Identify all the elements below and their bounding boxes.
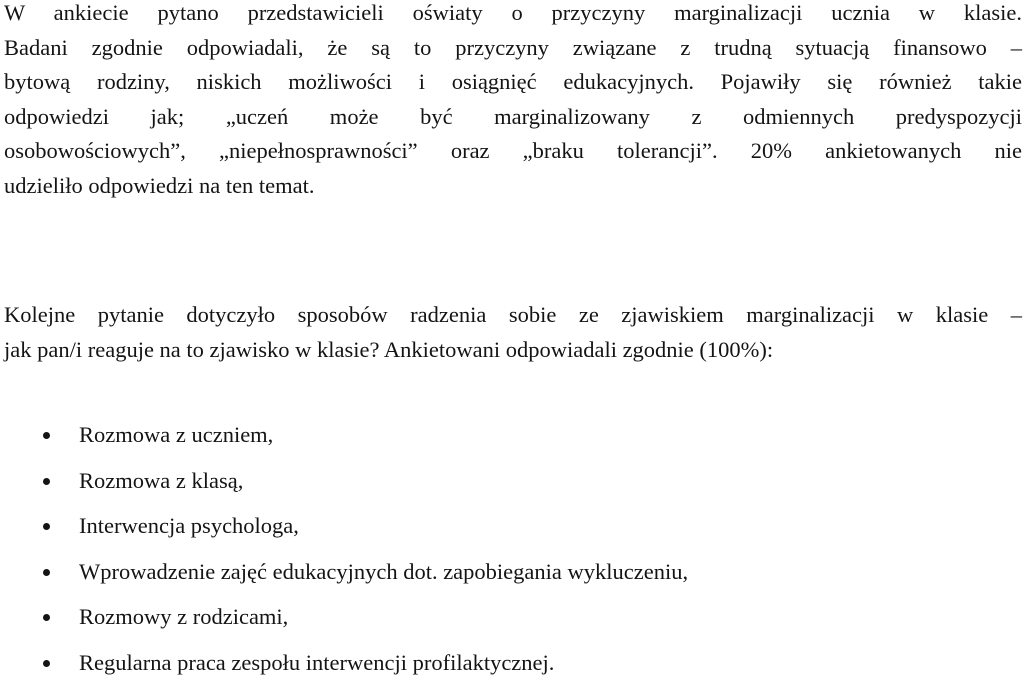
paragraph-coping-methods — [4, 298, 1022, 367]
paragraph-line: W ankiecie pytano przedstawicieli oświaty o przyczyny marginalizacji ucznia w klasie. — [4, 0, 1022, 25]
paragraph-line: osobowościowych”, „niepełnosprawności” oraz „braku tolerancji”. 20% ankietowanych nie — [4, 138, 1022, 163]
list-item-text: Rozmowy z rodzicami, — [79, 604, 289, 630]
paragraph-survey-causes — [4, 0, 1022, 203]
bullet-icon — [43, 660, 50, 667]
list-item-text: Interwencja psychologa, — [79, 513, 299, 539]
list-item-text: Rozmowa z klasą, — [79, 467, 244, 493]
bullet-icon — [43, 478, 50, 485]
list-item-text: Wprowadzenie zajęć edukacyjnych dot. zapobiegania wykluczeniu, — [79, 558, 689, 584]
paragraph-line: Badani zgodnie odpowiadali, że są to przyczyny związane z trudną sytuacją finansowo – — [4, 34, 1022, 60]
paragraph-line: Kolejne pytanie dotyczyło sposobów radzenia sobie ze zjawiskiem marginalizacji w klasie – — [4, 302, 1022, 327]
bullet-icon — [43, 569, 50, 576]
paragraph-line: odpowiedzi jak; „uczeń może być marginalizowany z odmiennych predyspozycji — [4, 103, 1022, 129]
list-item-text: Regularna praca zespołu interwencji profilaktycznej. — [79, 649, 555, 675]
bullet-icon — [43, 523, 50, 530]
paragraph-line: jak pan/i reaguje na to zjawisko w klasie? Ankietowani odpowiadali zgodnie (100%): — [4, 336, 774, 362]
paragraph-line: udzieliło odpowiedzi na ten temat. — [4, 172, 315, 198]
bullet-icon — [43, 432, 50, 439]
list-item-text: Rozmowa z uczniem, — [79, 422, 274, 447]
paragraph-line: bytową rodziny, niskich możliwości i osiągnięć edukacyjnych. Pojawiły się również takie — [4, 69, 1022, 94]
bullet-icon — [43, 614, 50, 621]
